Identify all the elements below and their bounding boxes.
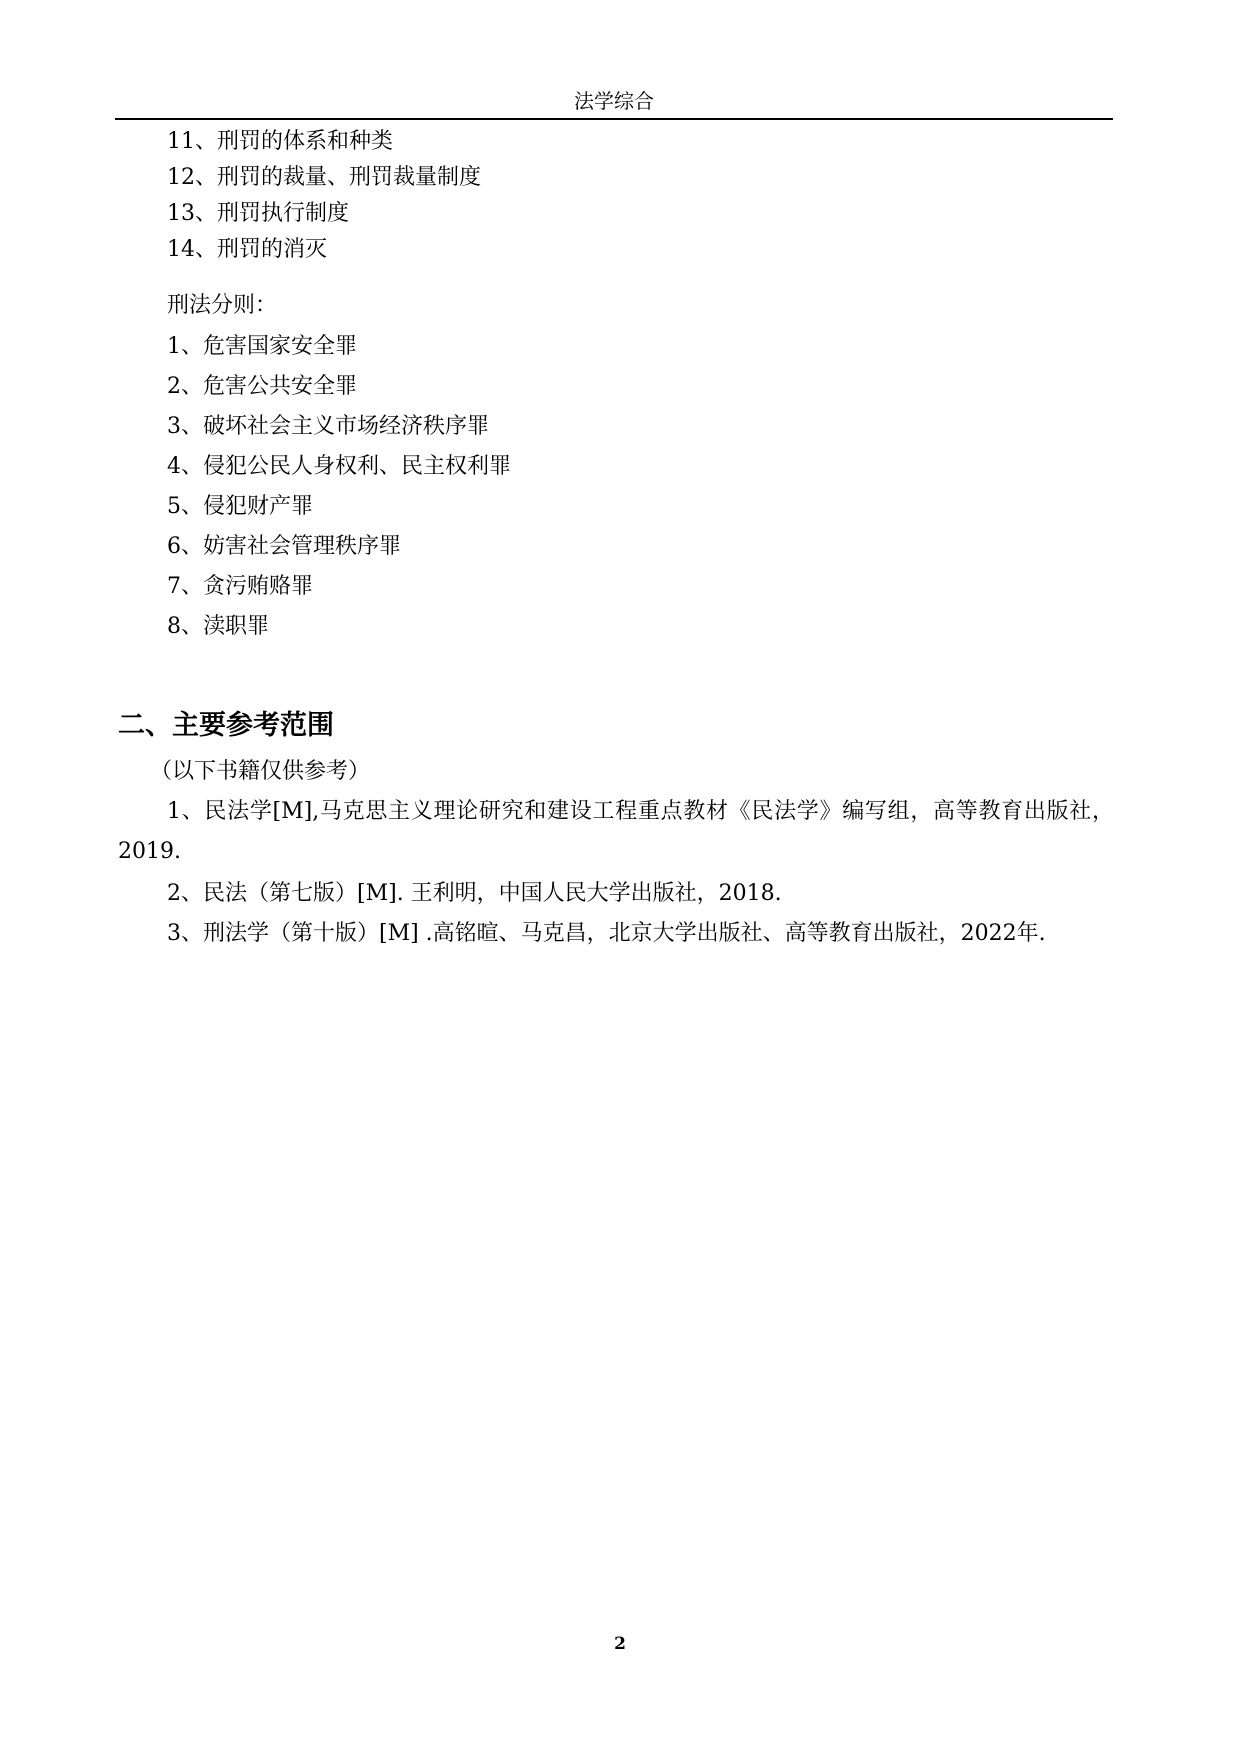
- list-item: 2、危害公共安全罪: [167, 374, 357, 399]
- list-item: 4、侵犯公民人身权利、民主权利罪: [167, 454, 511, 479]
- reference-item: 2、民法（第七版）[M]. 王利明，中国人民大学出版社，2018.: [167, 881, 782, 906]
- list-item: 8、渎职罪: [167, 614, 269, 639]
- reference-item: 1、民法学[M],马克思主义理论研究和建设工程重点教材《民法学》编写组，高等教育出版社，2019.: [118, 799, 1114, 864]
- list-item: 1、危害国家安全罪: [167, 334, 357, 359]
- list-item: 6、妨害社会管理秩序罪: [167, 534, 401, 559]
- list-item: 13、刑罚执行制度: [167, 201, 349, 226]
- reference-item: 3、刑法学（第十版）[M] .高铭暄、马克昌，北京大学出版社、高等教育出版社，2022年.: [167, 921, 1046, 946]
- reference-note: （以下书籍仅供参考）: [150, 759, 371, 784]
- page-number: 2: [614, 1634, 626, 1654]
- list-item: 3、破坏社会主义市场经济秩序罪: [167, 414, 489, 439]
- list-item: 5、侵犯财产罪: [167, 494, 313, 519]
- section-subtitle: 刑法分则：: [167, 293, 278, 318]
- list-item: 7、贪污贿赂罪: [167, 574, 313, 599]
- header-rule: [115, 118, 1113, 120]
- list-item: 14、刑罚的消灭: [167, 237, 327, 262]
- list-item: 12、刑罚的裁量、刑罚裁量制度: [167, 165, 481, 190]
- list-item: 11、刑罚的体系和种类: [167, 129, 393, 154]
- running-header: 法学综合: [574, 89, 654, 113]
- section-heading: 二、主要参考范围: [118, 710, 334, 741]
